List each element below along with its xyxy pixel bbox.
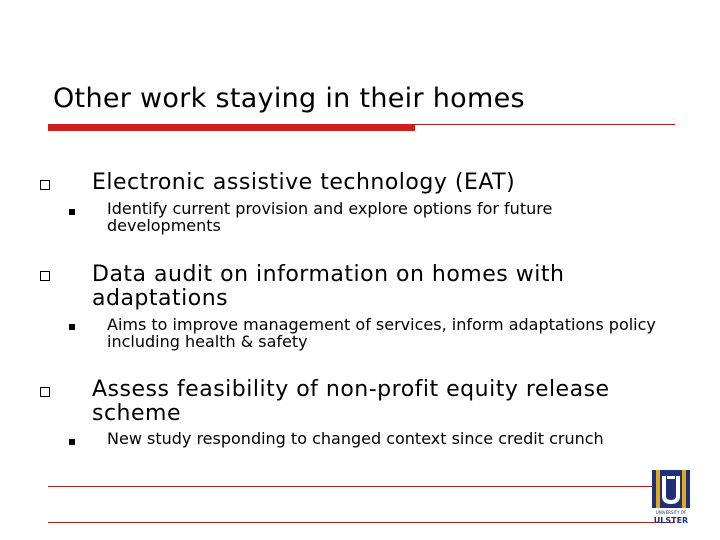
bullet-item-3: Assess feasibility of non-profit equity release scheme (92, 377, 610, 426)
bullet-item-2: Data audit on information on homes with adaptations (92, 262, 565, 311)
sub-bullet-item-2: Aims to improve management of services, inform adaptations policy including health & safety (107, 315, 656, 351)
sub-bullet-icon (69, 439, 75, 445)
ulster-logo-icon (650, 468, 692, 526)
footer-rule-top (48, 486, 675, 487)
logo-wordmark-small: UNIVERSITY OF (655, 510, 687, 515)
sub-bullet-item-3: New study responding to changed context since credit crunch (107, 429, 604, 448)
slide-title: Other work staying in their homes (53, 83, 525, 114)
title-underline-accent (48, 124, 415, 131)
bullet-square-icon (40, 180, 50, 190)
bullet-square-icon (40, 271, 50, 281)
bullet-square-icon (40, 387, 50, 397)
footer-rule-bottom (48, 522, 675, 523)
university-logo (650, 468, 692, 526)
sub-bullet-item-1: Identify current provision and explore options for future developments (107, 199, 553, 235)
sub-bullet-icon (69, 324, 75, 330)
logo-wordmark: ULSTER (653, 516, 689, 525)
bullet-item-1: Electronic assistive technology (EAT) (92, 170, 516, 195)
sub-bullet-icon (69, 209, 75, 215)
